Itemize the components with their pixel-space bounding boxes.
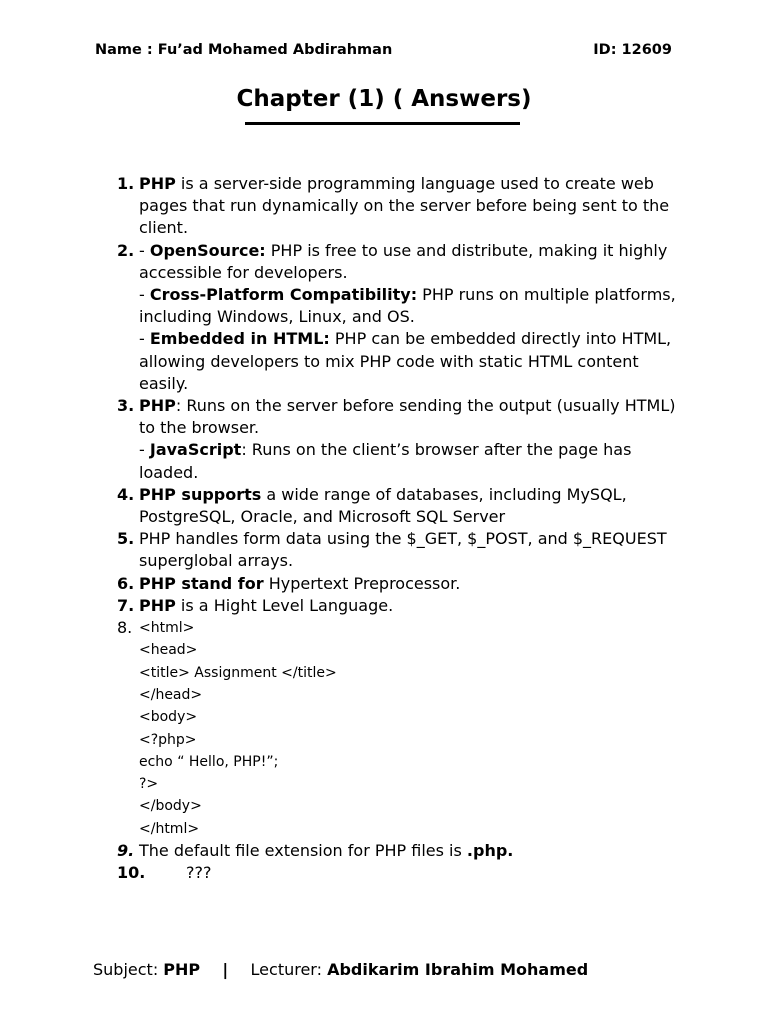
answer-bold: Embedded in HTML: [149,329,330,349]
answer-4 [113,484,683,528]
answer-text: Hypertext Preprocessor. [263,573,461,593]
answer-number: 1. [117,174,135,193]
code-line: ?> [139,776,159,793]
student-name: Name : Fu’ad Mohamed Abdirahman [95,42,393,58]
answer-bold: PHP supports [139,484,262,504]
answer-number: 3. [117,396,135,416]
answer-line [139,328,683,395]
answer-text: is a Hight Level Language. [175,595,394,615]
subject-value: PHP [163,960,201,979]
answer-bold: PHP [139,396,176,416]
answer-line [139,573,683,595]
answer-line [139,595,683,617]
code-line: <html> [139,620,195,637]
code-block [139,617,683,840]
answer-bold: Cross-Platform Compatibility: [149,285,418,305]
answer-9 [113,840,683,862]
answer-line [139,173,683,240]
answer-number: 7. [117,595,135,615]
answer-text: a wide range of databases, including MySQL, PostgreSQL, Oracle, and Microsoft SQL Server [139,484,627,527]
answers-list [113,173,683,884]
answer-number: 6. [117,573,135,593]
answer-number: 2. [117,240,135,260]
title-underline [245,122,520,125]
answer-3 [113,395,683,484]
lecturer-label: Lecturer: [250,960,328,979]
answer-number: 8. [117,618,133,638]
answer-line [139,395,683,439]
answer-2 [113,240,683,395]
answer-6 [113,573,683,595]
code-line: echo “ Hello, PHP!”; [139,753,279,770]
answer-text: The default file extension for PHP files is [139,841,467,861]
answer-7 [113,595,683,617]
answer-5 [113,528,683,572]
code-line: <body> [139,709,198,726]
bullet-dash: - [139,285,150,305]
answer-line [139,528,683,572]
code-line: <?php> [139,731,197,748]
code-line: <title> Assignment </title> [139,664,337,681]
answer-bold: PHP [139,174,176,193]
answer-line [139,284,683,328]
answers-items [113,173,683,617]
bullet-dash: - [139,329,150,349]
answer-bold: PHP [139,595,176,615]
answer-text: PHP handles form data using the $_GET, $_POST, and $_REQUEST superglobal arrays. [139,529,667,571]
subject-label: Subject: [93,960,164,979]
answer-line [139,240,683,284]
answer-text: PHP is free to use and distribute, making it highly accessible for developers. [139,240,668,282]
answer-number: 5. [117,529,135,549]
answer-number: 9. [117,841,135,861]
answer-10 [113,862,683,884]
footer [93,960,588,979]
answer-1 [113,173,683,240]
answer-bold: JavaScript [149,440,242,460]
footer-separator: | [200,960,251,979]
answer-line [139,439,683,483]
bullet-dash: - [139,440,150,460]
code-line: </head> [139,686,203,703]
code-line: </html> [139,820,200,837]
page-title: Chapter (1) ( Answers) [236,86,532,112]
answer-bold: OpenSource: [149,240,266,260]
answer-bold: .php. [466,841,514,861]
answer-bold: PHP stand for [139,573,264,593]
answer-text: is a server-side programming language used to create web pages that run dynamically on the server before being sent to the client. [139,174,670,238]
student-id: ID: 12609 [593,42,672,58]
answer-text: : Runs on the server before sending the output (usually HTML) to the browser. [139,396,676,438]
code-line: </body> [139,798,202,815]
answer-8 [113,617,683,840]
bullet-dash: - [139,240,150,260]
answer-text: : Runs on the client’s browser after the page has loaded. [139,440,632,482]
answer-text: ??? [186,863,212,883]
code-line: <head> [139,642,198,659]
answer-line [139,484,683,528]
answer-text: PHP runs on multiple platforms, including Windows, Linux, and OS. [139,285,676,327]
lecturer-value: Abdikarim Ibrahim Mohamed [327,960,589,979]
answer-text: PHP can be embedded directly into HTML, allowing developers to mix PHP code with static HTML content easily. [139,329,672,393]
answer-number: 10. [117,863,146,883]
answer-number: 4. [117,484,135,504]
